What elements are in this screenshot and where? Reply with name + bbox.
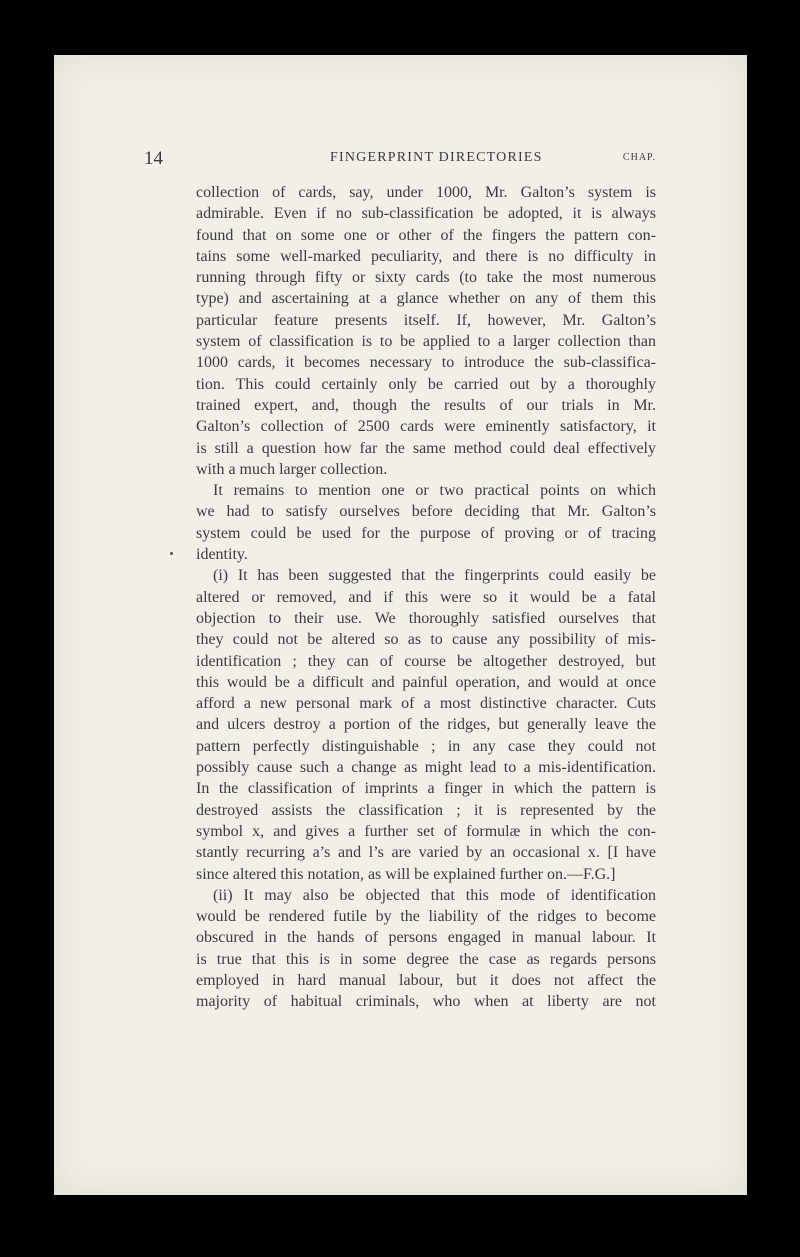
text-line: type) and ascertaining at a glance whether on any of them this <box>196 290 656 308</box>
text-line: with a much larger collection. <box>196 460 388 478</box>
text-line: system of classification is to be applied to a larger collection than <box>196 333 656 351</box>
text-line: running through fifty or sixty cards (to take the most numerous <box>196 269 656 287</box>
text-line: symbol x, and gives a further set of formulæ in which the con- <box>196 822 656 840</box>
chapter-label: CHAP. <box>622 152 656 163</box>
text-line: they could not be altered so as to cause any possibility of mis- <box>196 631 656 649</box>
text-line: 1000 cards, it becomes necessary to introduce the sub-classifica- <box>196 354 656 372</box>
text-line: is still a question how far the same method could deal effectively <box>196 439 656 457</box>
text-line: tion. This could certainly only be carried out by a thoroughly <box>196 375 656 393</box>
text-line: objection to their use. We thoroughly satisfied ourselves that <box>196 609 656 627</box>
page-header <box>144 148 656 170</box>
text-line: altered or removed, and if this were so it would be a fatal <box>196 588 656 606</box>
text-line: pattern perfectly distinguishable ; in any case they could not <box>196 737 656 755</box>
text-line: found that on some one or other of the fingers the pattern con- <box>196 226 656 244</box>
text-line: identity. <box>196 546 248 564</box>
text-line: Galton’s collection of 2500 cards were eminently satisfactory, it <box>196 418 656 436</box>
text-line: It remains to mention one or two practical points on which <box>213 482 656 500</box>
text-line: (i) It has been suggested that the fingerprints could easily be <box>213 567 656 585</box>
text-line: system could be used for the purpose of proving or of tracing <box>196 524 656 542</box>
text-line: identification ; they can of course be altogether destroyed, but <box>196 652 656 670</box>
text-line: destroyed assists the classification ; it is represented by the <box>196 801 656 819</box>
page-number: 14 <box>144 148 163 169</box>
text-line: possibly cause such a change as might lead to a mis-identification. <box>196 759 656 777</box>
text-line: trained expert, and, though the results of our trials in Mr. <box>196 396 656 414</box>
text-line: particular feature presents itself. If, however, Mr. Galton’s <box>196 311 656 329</box>
text-line: tains some well-marked peculiarity, and there is no difficulty in <box>196 247 656 265</box>
running-title: FINGERPRINT DIRECTORIES <box>330 150 543 165</box>
text-line: admirable. Even if no sub-classification be adopted, it is always <box>196 205 656 223</box>
text-line: we had to satisfy ourselves before deciding that Mr. Galton’s <box>196 503 656 521</box>
text-line: and ulcers destroy a portion of the ridges, but generally leave the <box>196 716 656 734</box>
text-line: stantly recurring a’s and l’s are varied by an occasional x. [I have <box>196 844 656 862</box>
text-line: afford a new personal mark of a most distinctive character. Cuts <box>196 695 656 713</box>
paper-speck <box>170 552 173 555</box>
text-line: obscured in the hands of persons engaged in manual labour. It <box>196 929 656 947</box>
text-line: since altered this notation, as will be explained further on.—F.G.] <box>196 865 616 883</box>
text-line: collection of cards, say, under 1000, Mr. Galton’s system is <box>196 184 656 201</box>
text-line: (ii) It may also be objected that this mode of identification <box>213 886 656 904</box>
text-line: majority of habitual criminals, who when at liberty are not <box>196 993 656 1011</box>
text-line: would be rendered futile by the liability of the ridges to become <box>196 908 656 926</box>
text-line: In the classification of imprints a finger in which the pattern is <box>196 780 656 798</box>
body-text <box>196 182 656 1013</box>
text-line: is true that this is in some degree the case as regards persons <box>196 950 656 968</box>
text-line: employed in hard manual labour, but it does not affect the <box>196 971 656 989</box>
text-line: this would be a difficult and painful operation, and would at once <box>196 673 656 691</box>
